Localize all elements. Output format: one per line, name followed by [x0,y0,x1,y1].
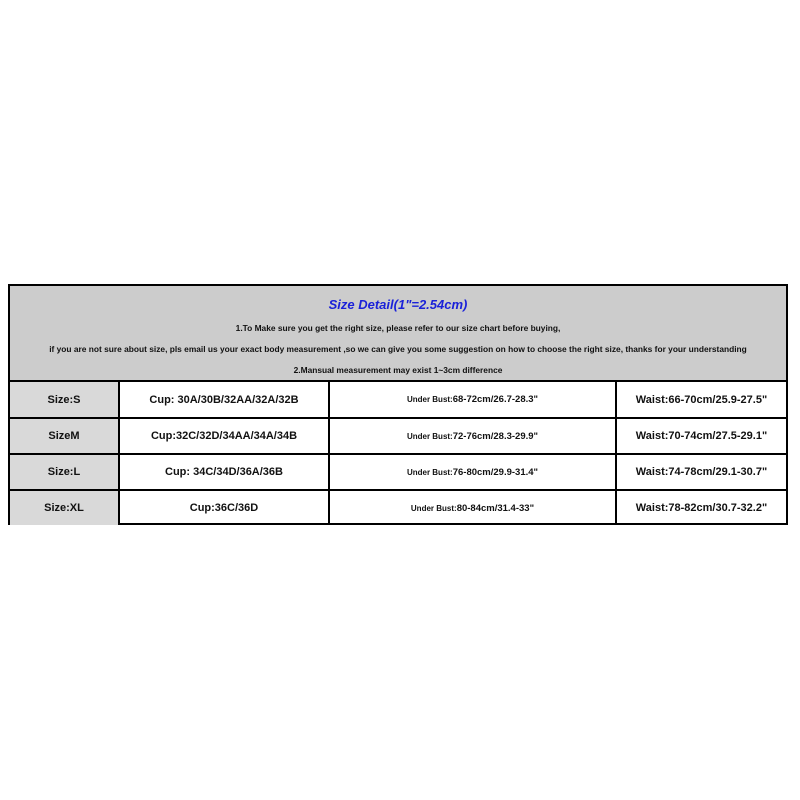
size-detail-title: Size Detail(1"=2.54cm) [328,297,468,312]
under-bust-label: Under Bust: [406,431,453,441]
size-chart [8,284,788,525]
under-bust-value: 68-72cm/26.7-28.3" [452,394,539,405]
size-chart-header [10,286,786,382]
under-bust-value: 72-76cm/28.3-29.9" [452,430,539,442]
size-cell: SizeM [10,418,119,454]
under-bust-value: 76-80cm/29.9-31.4" [452,466,539,478]
waist-cell: Waist:66-70cm/25.9-27.5" [616,382,786,418]
size-table [10,382,786,525]
size-cell: Size:XL [10,490,119,525]
size-cell: Size:S [10,382,119,418]
under-bust-cell [329,490,616,525]
under-bust-label: Under Bust: [406,467,453,477]
under-bust-cell [329,418,616,454]
table-row [10,418,786,454]
waist-cell: Waist:70-74cm/27.5-29.1" [616,418,786,454]
cup-cell: Cup: 34C/34D/36A/36B [119,454,329,490]
under-bust-cell [329,382,616,418]
size-note-2: if you are not sure about size, pls email us your exact body measurement ,so we can give you some suggestion on how to choose the right size, thanks for your understanding [49,344,747,354]
under-bust-label: Under Bust: [406,395,453,404]
table-row [10,382,786,418]
size-cell: Size:L [10,454,119,490]
size-note-3: 2.Mansual measurement may exist 1~3cm difference [293,365,503,375]
waist-cell: Waist:74-78cm/29.1-30.7" [616,454,786,490]
cup-cell: Cup: 30A/30B/32AA/32A/32B [119,382,329,418]
table-row [10,454,786,490]
under-bust-cell [329,454,616,490]
under-bust-value: 80-84cm/31.4-33" [456,502,535,514]
table-row [10,490,786,525]
cup-cell: Cup:32C/32D/34AA/34A/34B [119,418,329,454]
under-bust-label: Under Bust: [410,503,457,513]
cup-cell: Cup:36C/36D [119,490,329,525]
size-note-1: 1.To Make sure you get the right size, please refer to our size chart before buying, [235,323,561,333]
waist-cell: Waist:78-82cm/30.7-32.2" [616,490,786,525]
